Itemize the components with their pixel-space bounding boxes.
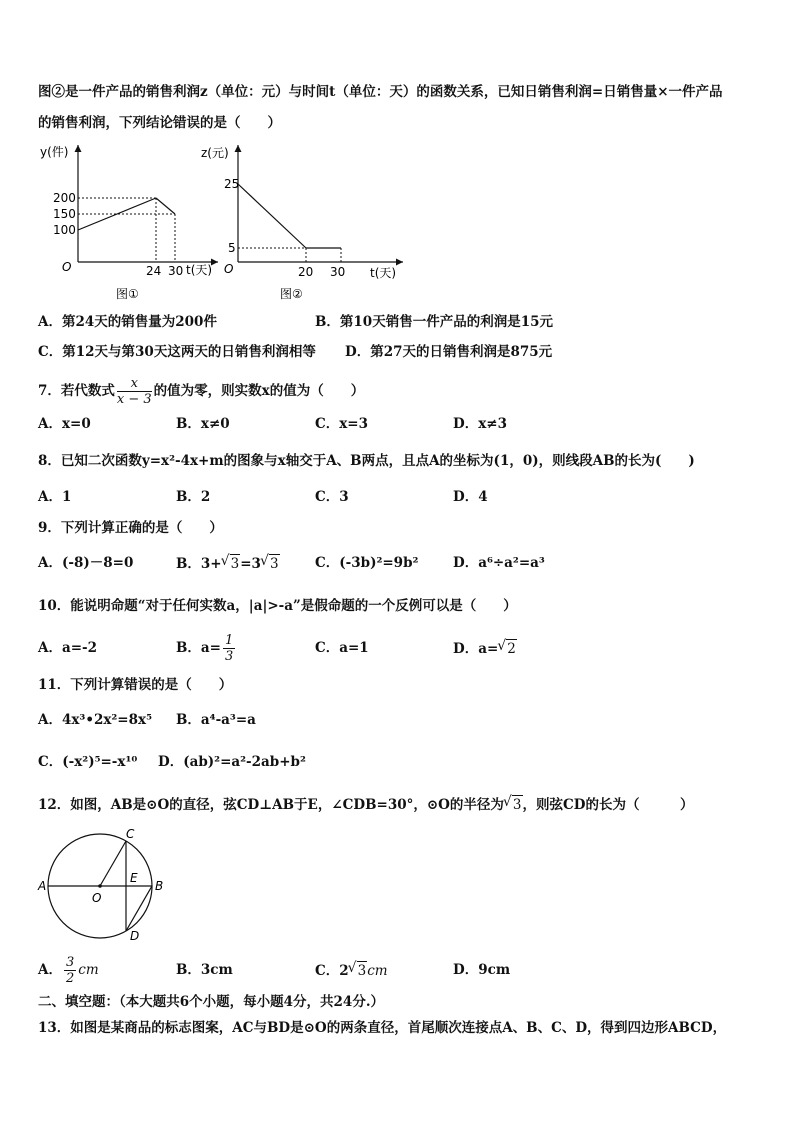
q10-option-a[interactable]: A．a=-2 [38,640,98,656]
label-D: D [130,929,140,943]
q6-stem-line2: 的销售利润，下列结论错误的是（ ） [38,115,281,131]
q11-option-b[interactable]: B．a⁴-a³=a [176,712,256,728]
q7-fraction: $\frac{x}{x - 3}$ [116,376,152,407]
graph-2 [201,145,403,301]
graph1-origin: O [62,260,72,274]
q11-option-c[interactable]: C．(-x²)⁵=-x¹⁰ [38,754,138,770]
q6-graphs [38,140,418,305]
q10-stem: 10．能说明命题“对于任何实数a，|a|>-a”是假命题的一个反例可以是（ ） [38,598,517,614]
q8-option-a[interactable]: A．1 [38,489,72,505]
q10-option-d[interactable]: D．a=√ 2 [453,639,517,658]
graph1-ytick-150: 150 [53,207,76,221]
q10-option-c[interactable]: C．a=1 [315,640,369,656]
graph1-xtick-30: 30 [168,264,184,278]
q12-option-c[interactable]: C．2√ 3cm [315,961,388,980]
q7-stem: 7．若代数式 $\frac{x}{x - 3}$ 的值为零，则实数x的值为（ ） [38,376,365,407]
q12-option-b[interactable]: B．3cm [176,962,233,978]
q7-option-b[interactable]: B．x≠0 [176,416,230,432]
graph2-ylabel: z(元) [201,146,229,160]
label-O: O [92,891,102,905]
graph1-ytick-100: 100 [53,223,76,237]
q9-option-c[interactable]: C．(-3b)²=9b² [315,555,419,571]
q6-option-c[interactable]: C．第12天与第30天这两天的日销售利润相等 [38,344,316,360]
q9-option-a[interactable]: A．(-8)－8=0 [38,555,134,571]
graph2-origin: O [224,262,234,276]
graph2-caption: 图② [280,287,303,301]
q9-option-b[interactable]: B．3+√ 3=3√ 3 [176,554,280,573]
q9-stem: 9．下列计算正确的是（ ） [38,520,223,536]
label-A: A [38,879,47,893]
q9-option-d[interactable]: D．a⁶÷a²=a³ [453,555,545,571]
q6-option-a[interactable]: A．第24天的销售量为200件 [38,314,217,330]
q7-option-a[interactable]: A．x=0 [38,416,91,432]
graph2-ytick-5: 5 [228,241,236,255]
graph-1 [40,144,218,301]
graph2-xlabel: t(天) [370,266,397,280]
q11-option-d[interactable]: D．(ab)²=a²-2ab+b² [158,754,306,770]
q7-option-c[interactable]: C．x=3 [315,416,368,432]
graph2-ytick-25: 25 [224,177,240,191]
graph1-xlabel: t(天) [186,263,213,277]
label-C: C [126,827,135,841]
q13-stem: 13．如图是某商品的标志图案，AC与BD是⊙O的两条直径，首尾顺次连接点A、B、C、D，得到四边形ABCD， [38,1020,727,1036]
q11-stem: 11．下列计算错误的是（ ） [38,677,233,693]
label-E: E [130,871,138,885]
section-2-heading: 二、填空题：（本大题共6个小题，每小题4分，共24分.） [38,994,385,1010]
graph1-caption: 图① [116,287,139,301]
graph1-xtick-24: 24 [146,264,162,278]
q8-stem: 8．已知二次函数y=x²-4x+m的图象与x轴交于A、B两点，且点A的坐标为(1，0)，则线段AB的长为( ) [38,453,695,469]
q10-option-b[interactable]: B．a= $\frac{1}{3}$ [176,633,234,664]
q8-option-c[interactable]: C．3 [315,489,349,505]
q6-stem-line1: 图②是一件产品的销售利润z（单位：元）与时间t（单位：天）的函数关系，已知日销售利润=日销售量×一件产品 [38,84,723,100]
graph2-xtick-30: 30 [330,265,346,279]
graph2-xtick-20: 20 [298,265,314,279]
q12-option-d[interactable]: D．9cm [453,962,511,978]
q12-option-a[interactable]: A． $\frac{3}{2}$ cm [38,955,99,986]
label-B: B [155,879,164,893]
q6-option-b[interactable]: B．第10天销售一件产品的利润是15元 [315,314,553,330]
q8-option-b[interactable]: B．2 [176,489,211,505]
graph1-ylabel: y(件) [40,145,69,159]
q8-option-d[interactable]: D．4 [453,489,488,505]
q12-circle-diagram [36,826,176,946]
q12-stem: 12．如图，AB是⊙O的直径，弦CD⊥AB于E，∠CDB=30°，⊙O的半径为√ 3，则弦CD的长为（ ） [38,795,693,814]
graph1-ytick-200: 200 [53,191,76,205]
q6-option-d[interactable]: D．第27天的日销售利润是875元 [345,344,553,360]
q11-option-a[interactable]: A．4x³•2x²=8x⁵ [38,712,152,728]
q7-option-d[interactable]: D．x≠3 [453,416,507,432]
